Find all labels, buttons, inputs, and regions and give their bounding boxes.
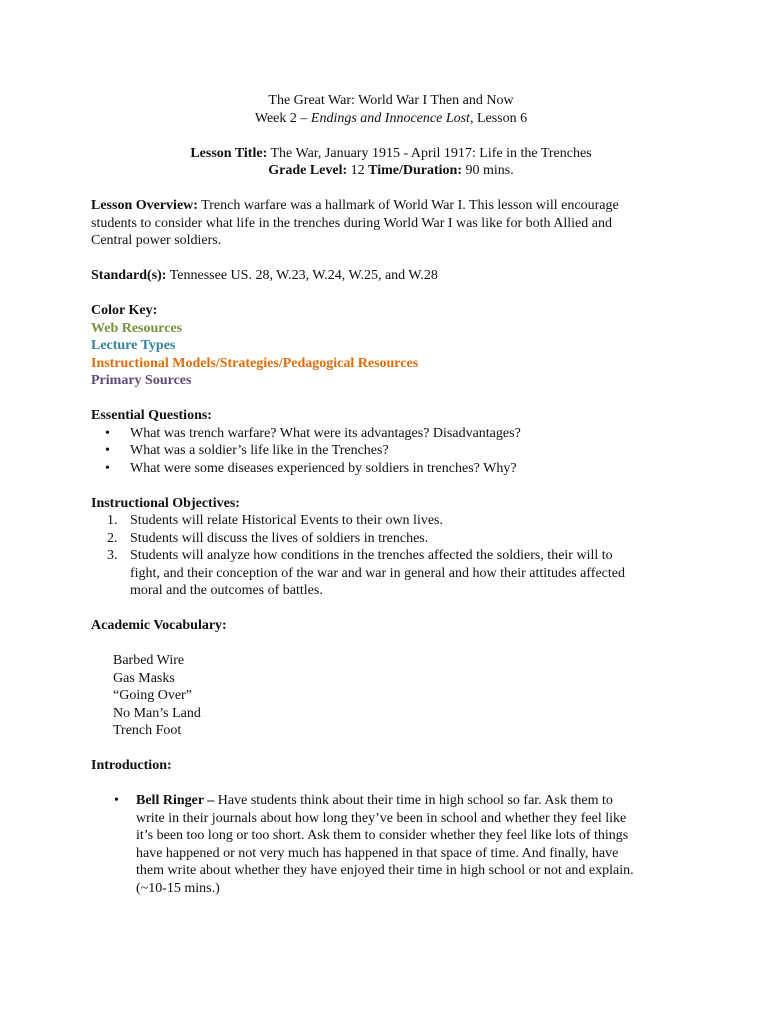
week-prefix: Week 2 –: [254, 110, 311, 126]
lesson-meta: [91, 145, 691, 180]
standards-label: Standard(s):: [91, 268, 167, 283]
list-item: [91, 425, 691, 443]
color-key-instructional-models: Instructional Models/Strategies/Pedagogical Resources: [91, 355, 419, 371]
course-title: The Great War: World War I Then and Now: [268, 93, 514, 108]
question-text: What were some diseases experienced by soldiers in trenches? Why?: [130, 460, 517, 476]
vocabulary-term: Trench Foot: [113, 723, 182, 738]
document-header: [91, 92, 691, 127]
bell-ringer-text-1: Have students think about their time in high school so far. Ask them to: [214, 793, 613, 808]
essential-questions-list: [91, 425, 691, 478]
bell-ringer-text-3: it’s been too long or too short. Ask them to consider whether they feel like lots of things: [136, 828, 629, 843]
vocabulary-label: Academic Vocabulary:: [91, 618, 227, 633]
essential-questions-label: Essential Questions:: [91, 408, 212, 423]
overview-text-2: students to consider what life in the trenches during World War I was like for both Allied and: [91, 215, 612, 231]
bell-ringer-line-1: [136, 792, 691, 810]
overview-text-1: Trench warfare was a hallmark of World War I. This lesson will encourage: [197, 198, 619, 213]
list-item: [91, 547, 691, 600]
objective-text: Students will discuss the lives of soldiers in trenches.: [130, 530, 429, 546]
lesson-title-value: The War, January 1915 - April 1917: Life in the Trenches: [267, 145, 592, 161]
list-number: 3.: [107, 548, 118, 563]
objective-text: Students will analyze how conditions in the trenches affected the soldiers, their will to: [130, 548, 613, 563]
bell-ringer-text-4: have happened or not very much has happened in that space of time. And finally, have: [136, 845, 619, 861]
list-number: 1.: [107, 513, 118, 528]
bell-ringer-text-2: write in their journals about how long they’ve been in school and whether they feel like: [136, 810, 627, 826]
vocabulary-term: Barbed Wire: [113, 653, 185, 668]
introduction-label: Introduction:: [91, 758, 172, 773]
objective-text: fight, and their conception of the war and war in general and how their attitudes affected: [130, 565, 625, 581]
essential-questions: [91, 407, 691, 477]
time-label: Time/Duration:: [368, 163, 463, 178]
vocabulary-list: [91, 652, 691, 740]
lesson-overview: [91, 197, 691, 250]
objective-text: moral and the outcomes of battles.: [130, 583, 323, 598]
bullet-icon: •: [114, 793, 119, 808]
color-key: [91, 302, 691, 390]
bell-ringer-text-5: them write about whether they have enjoyed their time in high school or not and explain.: [136, 863, 634, 878]
standards-value: Tennessee US. 28, W.23, W.24, W.25, and W.28: [166, 268, 438, 283]
list-item: [91, 442, 691, 460]
bullet-icon: •: [105, 425, 110, 441]
overview-label: Lesson Overview:: [91, 198, 198, 213]
grade-time-line: [91, 162, 691, 180]
introduction-list: [91, 792, 691, 897]
week-line: [91, 110, 691, 128]
time-value: 90 mins.: [462, 163, 514, 178]
introduction: [91, 757, 691, 897]
overview-text-3: Central power soldiers.: [91, 233, 222, 248]
objective-text: Students will relate Historical Events to their own lives.: [130, 513, 443, 528]
bell-ringer-text-6: (~10-15 mins.): [136, 880, 220, 896]
lesson-document: [91, 92, 691, 897]
lesson-number: , Lesson 6: [469, 110, 528, 126]
list-item: [91, 460, 691, 478]
grade-value: 12: [347, 163, 369, 178]
standards: [91, 267, 691, 285]
bell-ringer-label: Bell Ringer –: [136, 793, 215, 808]
list-item: [91, 792, 691, 897]
color-key-lecture-types: Lecture Types: [91, 338, 176, 353]
question-text: What was trench warfare? What were its advantages? Disadvantages?: [130, 425, 521, 441]
lesson-title-label: Lesson Title:: [190, 145, 268, 161]
lesson-title-line: [91, 145, 691, 163]
standards-line: [91, 267, 691, 285]
color-key-primary-sources: Primary Sources: [91, 373, 192, 388]
grade-label: Grade Level:: [268, 163, 348, 178]
objectives-list: [91, 512, 691, 600]
color-key-label: Color Key:: [91, 303, 158, 318]
bullet-icon: •: [105, 460, 110, 476]
academic-vocabulary: [91, 617, 691, 740]
vocabulary-term: “Going Over”: [113, 688, 192, 703]
overview-line-1: [91, 197, 691, 215]
color-key-web-resources: Web Resources: [91, 320, 183, 336]
list-item: [91, 530, 691, 548]
objectives-label: Instructional Objectives:: [91, 495, 240, 511]
vocabulary-term: No Man’s Land: [113, 705, 201, 721]
list-item: [91, 512, 691, 530]
instructional-objectives: [91, 495, 691, 600]
list-number: 2.: [107, 530, 118, 546]
question-text: What was a soldier’s life like in the Trenches?: [130, 443, 389, 458]
unit-title: Endings and Innocence Lost: [310, 110, 470, 126]
bullet-icon: •: [105, 443, 110, 458]
vocabulary-term: Gas Masks: [113, 670, 175, 686]
